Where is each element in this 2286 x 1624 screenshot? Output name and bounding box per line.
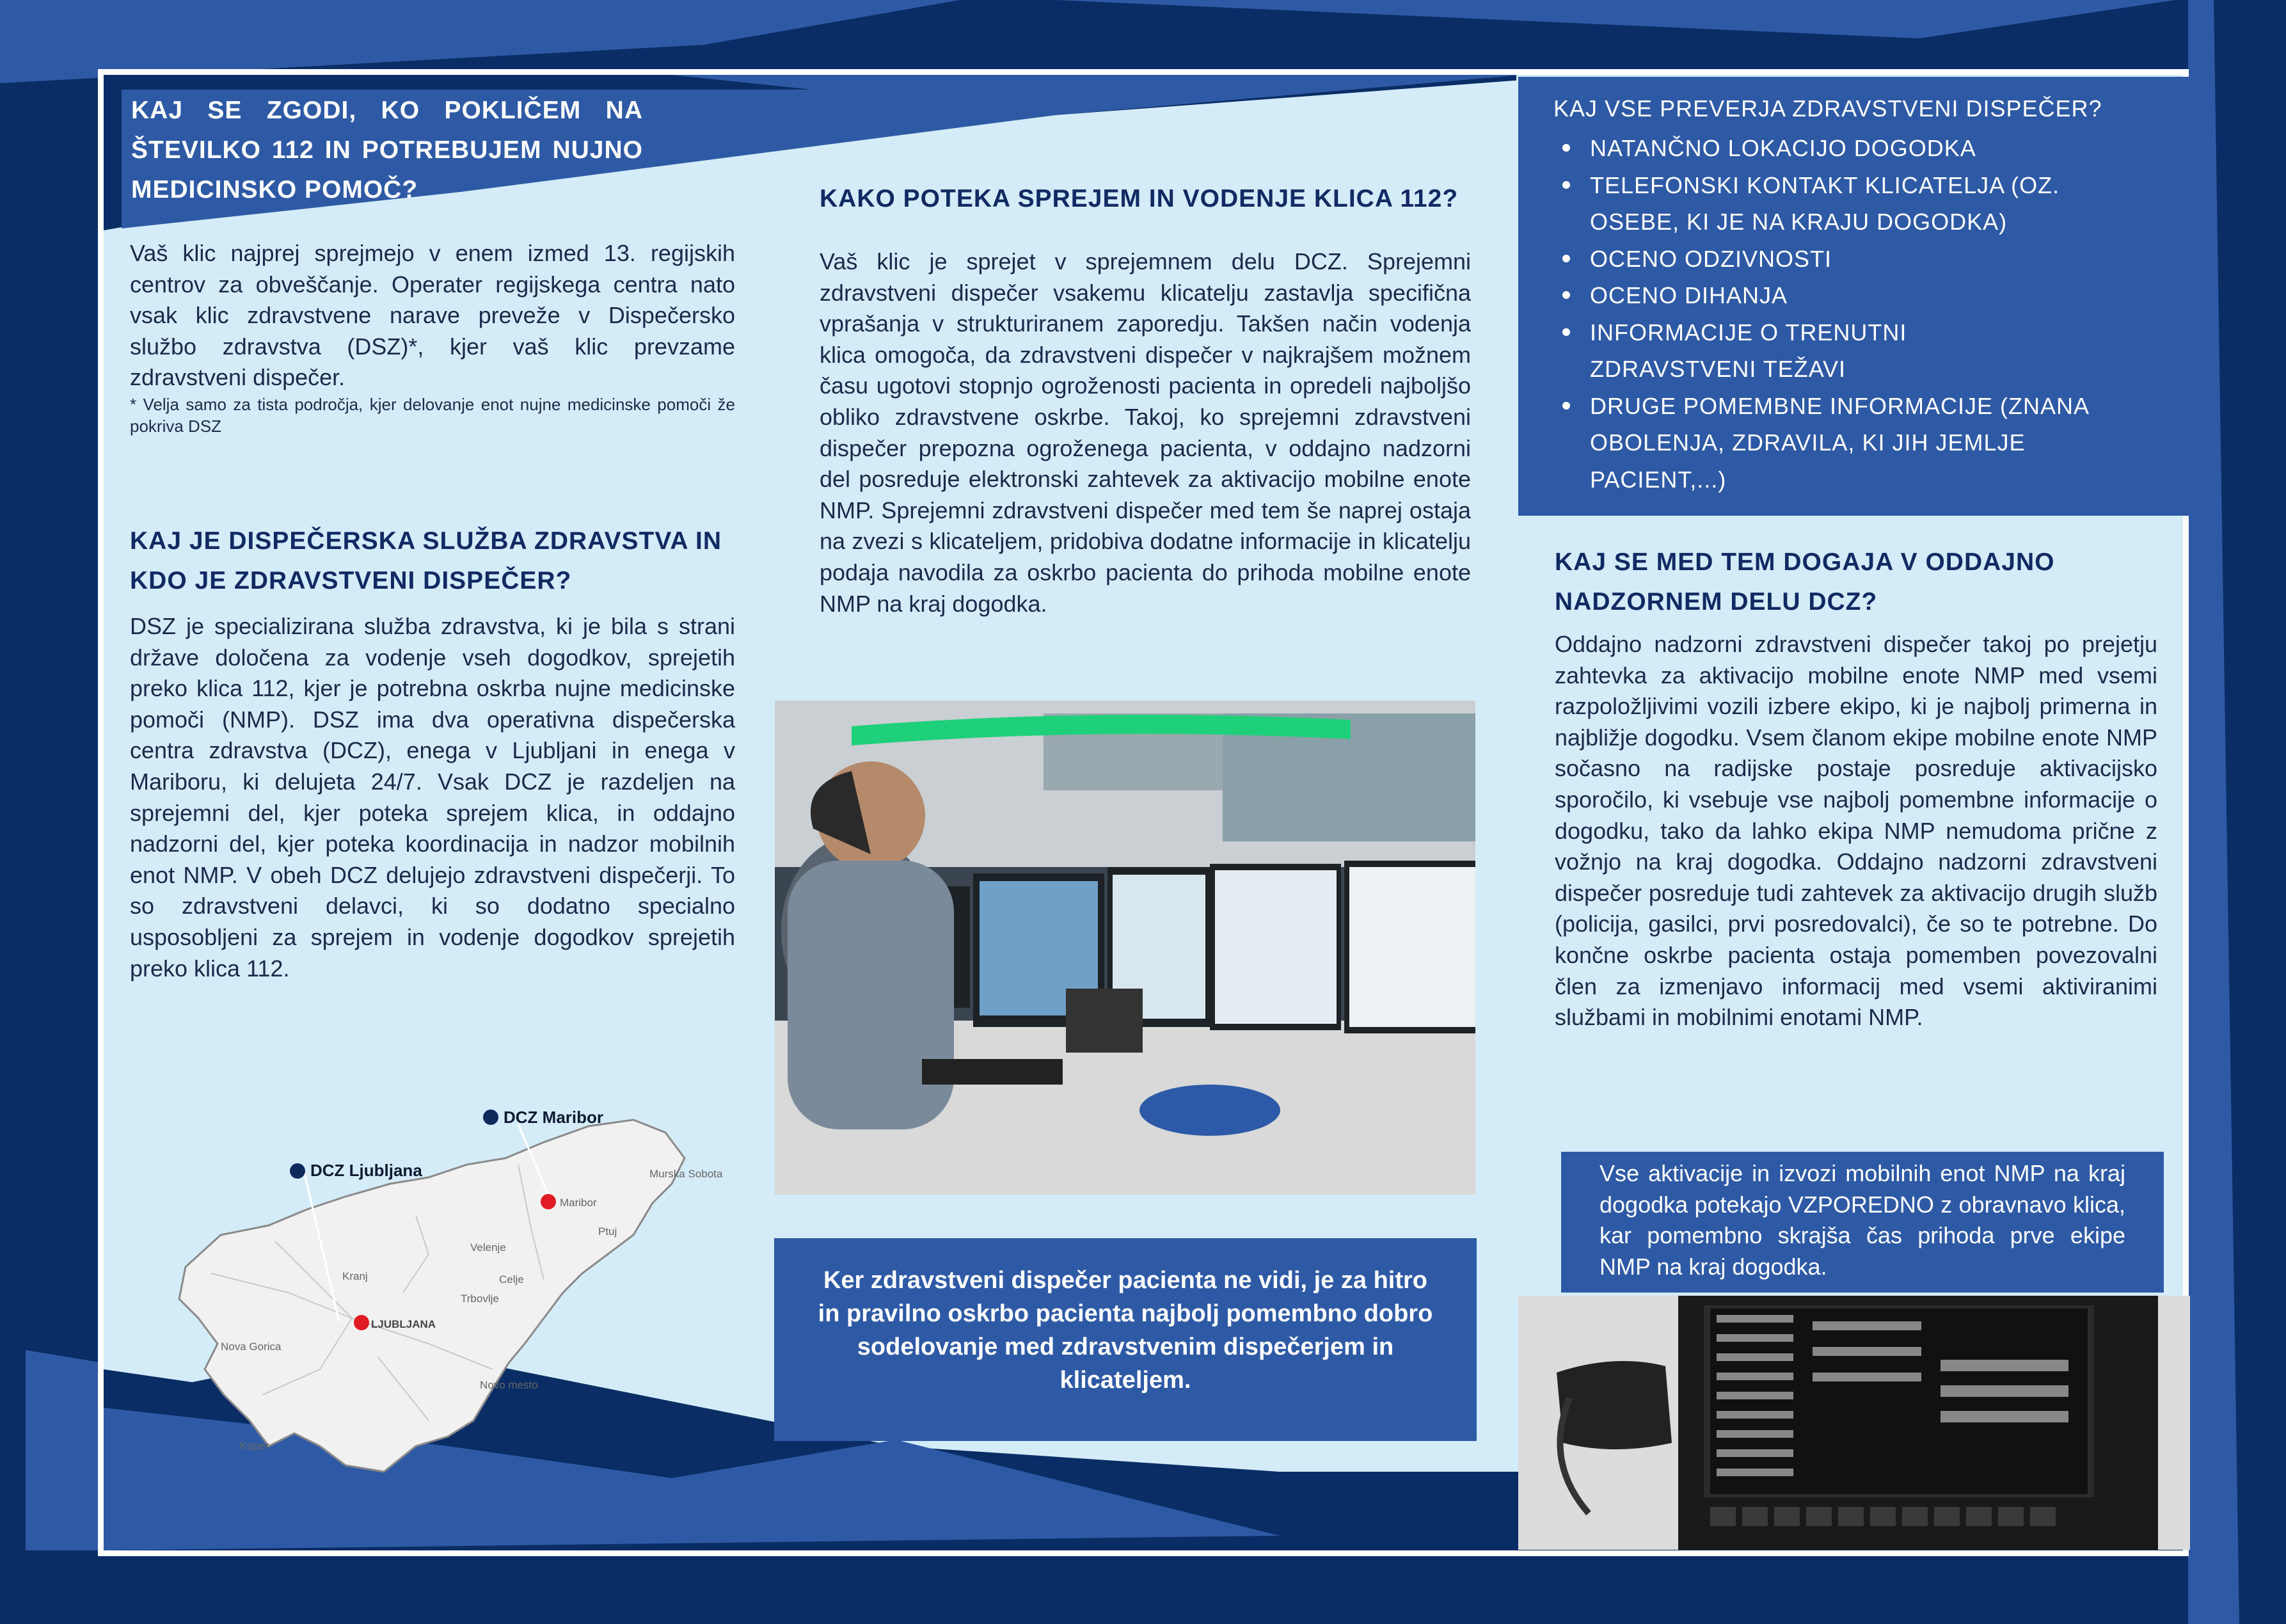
right-heading-block xyxy=(1555,543,2163,622)
left-intro-block xyxy=(130,238,735,437)
town-ljubljana: LJUBLJANA xyxy=(371,1318,436,1330)
dispatcher-photo xyxy=(775,701,1475,1195)
call-handling-paragraph: Vaš klic je sprejet v sprejemnem delu DCZ. Sprejemni zdravstveni dispečer vsakemu klicatelju zastavlja specifična vprašanja v strukturiranem zaporedju. Takšen način vodenja klica omogoča, da zdravstveni dispečer v najkrajšem možnem času ugotovi stopnjo ogroženosti pacienta in opredeli najboljšo obliko zdravstvene oskrbe. Takoj, ko sprejemni zdravstveni dispečer prepozna ogroženega pacienta, v oddajno nadzorni del posreduje elektronski zahtevek za aktivacijo mobilne enote NMP. Sprejemni zdravstveni dispečer med tem še naprej ostaja na zvezi s klicateljem, pridobiva dodatne informacije in klicatelju podaja navodila za oskrbo pacienta do prihoda mobilne enote NMP na kraj dogodka. xyxy=(820,248,1471,617)
ljubljana-label-dot xyxy=(290,1163,305,1179)
ljubljana-marker xyxy=(354,1315,369,1330)
checklist-title: KAJ VSE PREVERJA ZDRAVSTVENI DISPEČER? xyxy=(1553,95,2102,122)
town-novo-mesto: Novo mesto xyxy=(480,1379,538,1391)
bullet-icon xyxy=(1562,181,1570,189)
town-ptuj: Ptuj xyxy=(598,1225,617,1238)
checklist-box xyxy=(1518,77,2191,516)
footnote: * Velja samo za tista področja, kjer delovanje enot nujne medicinske pomoči že pokriva DSZ xyxy=(130,394,735,436)
checklist xyxy=(1553,130,2155,498)
intro-paragraph: Vaš klic najprej sprejmejo v enem izmed 13. regijskih centrov za obveščanje. Operater regijskega centra nato vsak klic zdravstvene narave preveže v Dispečersko službo zdravstva (DSZ)*, kjer vaš klic prevzame zdravstveni dispečer. xyxy=(130,240,735,391)
left-dsz-block xyxy=(130,611,735,984)
map-outline xyxy=(179,1120,685,1472)
dsz-paragraph: DSZ je specializirana služba zdravstva, ki je bila s strani države določena za vodenje vseh dogodkov, sprejetih preko klica 112, kjer je potrebna oskrba nujne medicinske pomoči (NMP). DSZ ima dva operativna dispečerska centra zdravstva (DCZ), enega v Ljubljani in enega v Mariboru, ki delujeta 24/7. Vsak DCZ je razdeljen na sprejemni del, kjer poteka sprejem klica, in oddajno nadzorni del, kjer poteka koordinacija in nadzor mobilnih enot NMP. V obeh DCZ delujejo zdravstveni dispečerji. To so zdravstveni delavci, ki so dodatno specialno usposobljeni za sprejem in vodenje dogodkov sprejetih preko klica 112. xyxy=(130,613,735,982)
bullet-icon xyxy=(1562,291,1570,299)
bullet-icon xyxy=(1562,402,1570,410)
dispatch-console-photo xyxy=(1518,1296,2190,1550)
left-heading-2-block xyxy=(130,521,735,601)
town-maribor: Maribor xyxy=(560,1197,597,1209)
parallel-info-text: Vse aktivacije in izvozi mobilnih enot NMP na kraj dogodka potekajo VZPOREDNO z obravnavo klica, kar pomembno skrajša čas prihoda prve ekipe NMP na kraj dogodka. xyxy=(1599,1160,2125,1280)
map-label-maribor: DCZ Maribor xyxy=(504,1108,603,1127)
town-kranj: Kranj xyxy=(342,1270,368,1282)
town-murska-sobota: Murska Sobota xyxy=(649,1168,723,1180)
map-label-ljubljana: DCZ Ljubljana xyxy=(310,1161,422,1180)
heading-how-call-handled: KAKO POTEKA SPREJEM IN VODENJE KLICA 112? xyxy=(820,185,1459,212)
bullet-icon xyxy=(1562,144,1570,152)
heading-dispatch-part: KAJ SE MED TEM DOGAJA V ODDAJNO NADZORNEM DELU DCZ? xyxy=(1555,548,2055,616)
bullet-icon xyxy=(1562,328,1570,336)
town-trbovlje: Trbovlje xyxy=(461,1293,499,1305)
checklist-item: INFORMACIJE O TRENUTNI ZDRAVSTVENI TEŽAVI xyxy=(1553,314,2076,388)
maribor-label-dot xyxy=(483,1110,498,1125)
checklist-item: TELEFONSKI KONTAKT KLICATELJA (OZ. OSEBE, KI JE NA KRAJU DOGODKA) xyxy=(1553,167,2076,241)
middle-heading-block xyxy=(820,179,1472,219)
heading-what-is-dsz: KAJ JE DISPEČERSKA SLUŽBA ZDRAVSTVA IN KDO JE ZDRAVSTVENI DISPEČER? xyxy=(130,527,722,594)
quote-box xyxy=(774,1238,1477,1441)
bullet-icon xyxy=(1562,255,1570,262)
town-koper: Koper xyxy=(240,1440,269,1452)
slovenia-map xyxy=(160,1088,768,1523)
checklist-item: OCENO ODZIVNOSTI xyxy=(1553,241,2076,278)
town-nova-gorica: Nova Gorica xyxy=(221,1341,282,1353)
left-heading-1-block xyxy=(131,91,643,210)
middle-text-block xyxy=(820,246,1471,619)
heading-what-happens-112: KAJ SE ZGODI, KO POKLIČEM NA ŠTEVILKO 112 IN POTREBUJEM NUJNO MEDICINSKO POMOČ? xyxy=(131,97,643,203)
checklist-item: NATANČNO LOKACIJO DOGODKA xyxy=(1553,130,2076,167)
quote-text: Ker zdravstveni dispečer pacienta ne vidi, je za hitro in pravilno oskrbo pacienta najbolj pomembno dobro sodelovanje med zdravstvenim dispečerjem in klicateljem. xyxy=(818,1267,1433,1394)
parallel-info-box xyxy=(1561,1152,2164,1293)
town-velenje: Velenje xyxy=(470,1241,506,1254)
right-text-block xyxy=(1555,629,2157,1033)
checklist-item: DRUGE POMEMBNE INFORMACIJE (ZNANA OBOLENJA, ZDRAVILA, KI JIH JEMLJE PACIENT,...) xyxy=(1553,388,2153,498)
town-celje: Celje xyxy=(499,1273,524,1286)
checklist-item: OCENO DIHANJA xyxy=(1553,277,2076,314)
dispatch-paragraph: Oddajno nadzorni zdravstveni dispečer takoj po prejetju zahtevka za aktivacijo mobilne enote NMP med vsemi razpoložljivimi vozili izbere ekipo, ki je najbolj primerna in najbližje dogodku. Vsem članom ekipe mobilne enote NMP sočasno na radijske postaje posreduje aktivacijsko sporočilo, ki vsebuje vse najbolj pomembne informacije o dogodku, tako da lahko ekipa NMP nemudoma prične z vožnjo na kraj dogodka. Oddajno nadzorni zdravstveni dispečer posreduje tudi zahtevek za aktivacijo drugih služb (policija, gasilci, prvi posredovalci), če so te potrebne. Do končne oskrbe pacienta ostaja pomemben povezovalni člen za izmenjavo informacij med vsemi aktiviranimi službami in mobilnimi enotami NMP. xyxy=(1555,631,2157,1031)
maribor-marker xyxy=(541,1194,556,1209)
